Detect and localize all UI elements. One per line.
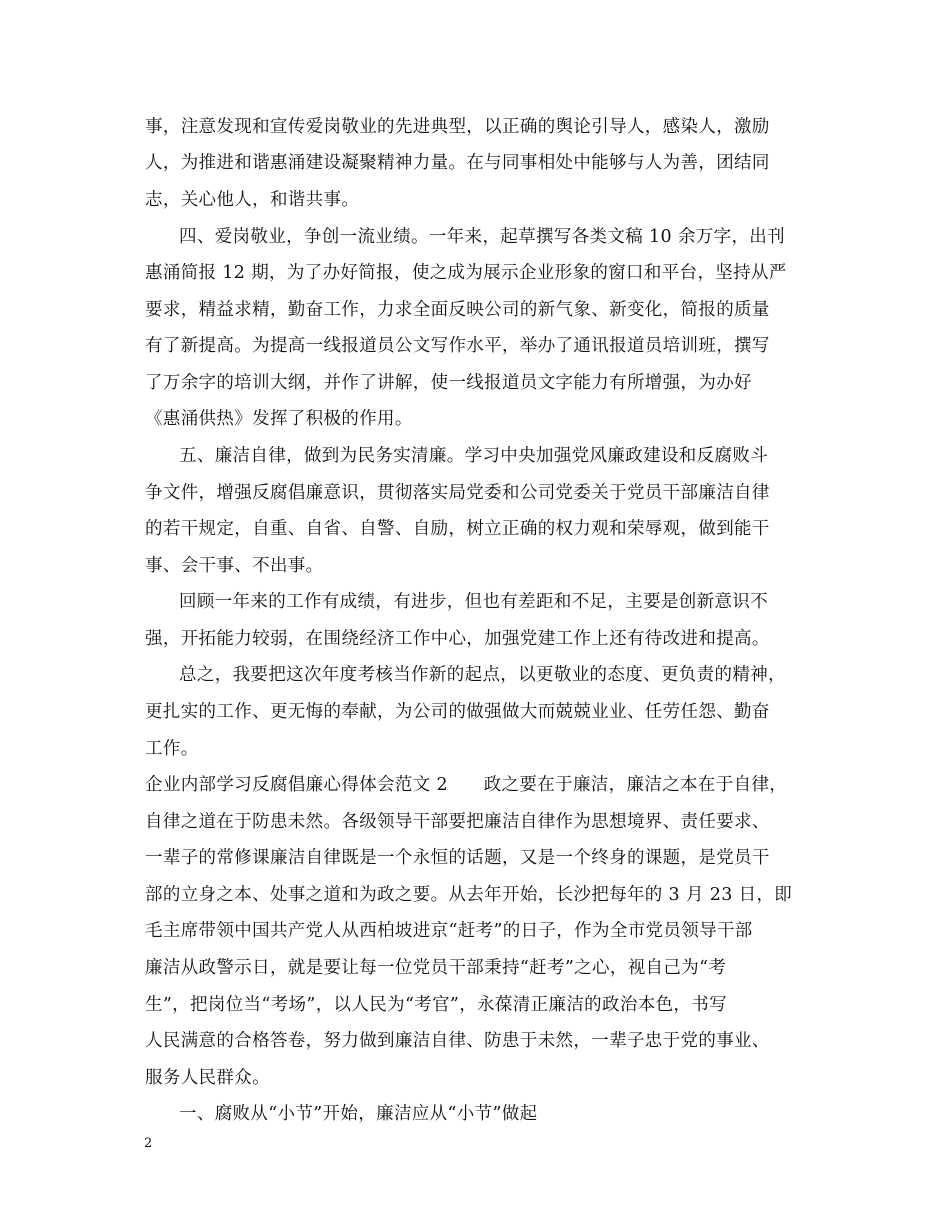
text-line: 企业内部学习反腐倡廉心得体会范文 2 政之要在于廉洁，廉洁之本在于自律， [145,775,788,795]
text-line: 四、爱岗敬业，争创一流业绩。一年来，起草撰写各类文稿 10 余万字，出刊 [179,227,785,247]
text-line: 工作。 [145,739,199,759]
text-line: 要求，精益求精，勤奋工作，力求全面反映公司的新气象、新变化，简报的质量 [145,300,770,320]
text-line: 回顾一年来的工作有成绩，有进步，但也有差距和不足，主要是创新意识不 [179,592,769,612]
text-line: 事、会干事、不出事。 [145,556,324,576]
text-line: 一、腐败从“小节”开始，廉洁应从“小节”做起 [179,1104,538,1124]
text-line: 总之，我要把这次年度考核当作新的起点，以更敬业的态度、更负责的精神， [179,665,786,685]
text-line: 生”，把岗位当“考场”，以人民为“考官”，永葆清正廉洁的政治本色，书写 [145,995,727,1015]
text-line: 的若干规定，自重、自省、自警、自励，树立正确的权力观和荣辱观，做到能干 [145,519,770,539]
page-number: 2 [144,1136,153,1151]
text-line: 有了新提高。为提高一线报道员公文写作水平，举办了通讯报道员培训班，撰写 [145,336,770,356]
text-line: 五、廉洁自律，做到为民务实清廉。学习中央加强党风廉政建设和反腐败斗 [179,446,769,466]
text-line: 廉洁从政警示日，就是要让每一位党员干部秉持“赶考”之心，视自己为“考 [145,958,727,978]
text-line: 自律之道在于防患未然。各级领导干部要把廉洁自律作为思想境界、责任要求、 [145,812,770,832]
text-line: 毛主席带领中国共产党人从西柏坡进京“赶考”的日子，作为全市党员领导干部 [145,921,753,941]
text-line: 事，注意发现和宣传爱岗敬业的先进典型，以正确的舆论引导人，感染人，激励 [145,117,770,137]
text-line: 人，为推进和谐惠涌建设凝聚精神力量。在与同事相处中能够与人为善，团结同 [145,153,770,173]
text-line: 服务人民群众。 [145,1068,270,1088]
text-line: 《惠涌供热》发挥了积极的作用。 [145,409,413,429]
text-line: 了万余字的培训大纲，并作了讲解，使一线报道员文字能力有所增强，为办好 [145,373,752,393]
text-line: 人民满意的合格答卷，努力做到廉洁自律、防患于未然，一辈子忠于党的事业、 [145,1031,770,1051]
text-line: 强，开拓能力较弱，在围绕经济工作中心，加强党建工作上还有待改进和提高。 [145,629,770,649]
text-line: 一辈子的常修课廉洁自律既是一个永恒的话题，又是一个终身的课题，是党员干 [145,848,770,868]
text-line: 争文件，增强反腐倡廉意识，贯彻落实局党委和公司党委关于党员干部廉洁自律 [145,483,770,503]
text-line: 志，关心他人，和谐共事。 [145,190,360,210]
text-line: 惠涌简报 12 期，为了办好简报，使之成为展示企业形象的窗口和平台，坚持从严 [145,263,787,283]
text-line: 更扎实的工作、更无悔的奉献，为公司的做强做大而兢兢业业、任劳任怨、勤奋 [145,702,770,722]
text-line: 部的立身之本、处事之道和为政之要。从去年开始，长沙把每年的 3 月 23 日，即 [145,885,793,905]
